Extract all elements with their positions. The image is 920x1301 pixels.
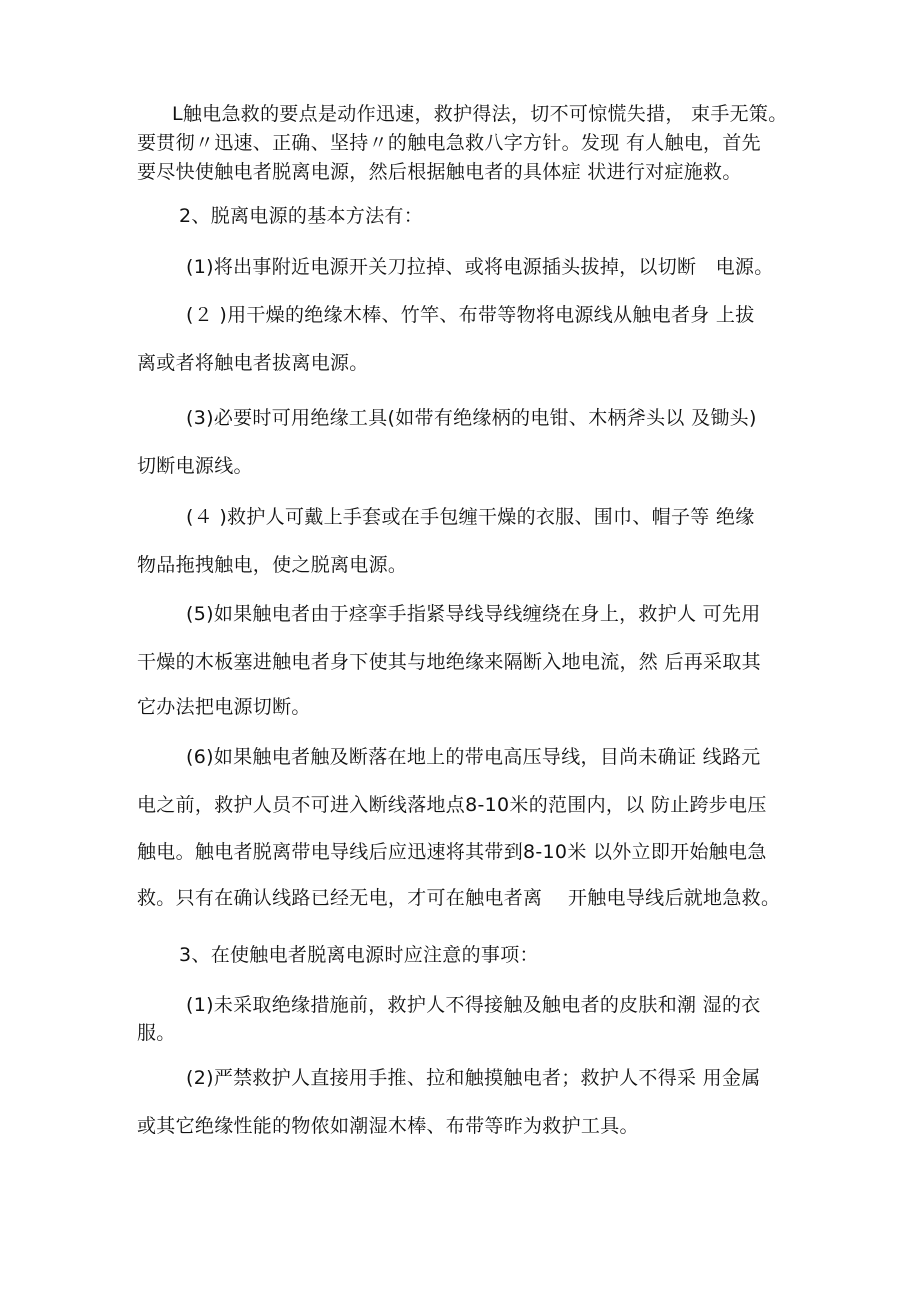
method-6-line-3: 触电。触电者脱离带电导线后应迅速将其带到8-10米 以外立即开始触电急	[137, 841, 767, 863]
method-6-line-4: 救。只有在确认线路已经无电，才可在触电者离 开触电导线后就地急救。	[137, 887, 781, 909]
method-3-line-2: 切断电源线。	[137, 455, 253, 477]
method-4-line-2: 物品拖拽触电，使之脱离电源。	[137, 554, 408, 576]
method-4-line-1: (４ )救护人可戴上手套或在手包缠干燥的衣服、围巾、帽子等 绝缘	[186, 506, 755, 528]
method-2-line-2: 离或者将触电者拔离电源。	[137, 352, 369, 374]
method-5-line-3: 它办法把电源切断。	[137, 696, 311, 718]
method-6-line-2: 电之前，救护人员不可进入断线落地点8-10米的范围内，以 防止跨步电压	[137, 794, 767, 816]
method-1-line-1: (1)将出事附近电源开关刀拉掉、或将电源插头拔掉，以切断 电源。	[186, 256, 774, 278]
para-1-line-1: L触电急救的要点是动作迅速，救护得法，切不可惊慌失措， 束手无策。	[172, 103, 788, 125]
note-2-line-2: 或其它绝缘性能的物侬如潮湿木棒、布带等昨为救护工具。	[137, 1115, 639, 1137]
note-1-line-2: 服。	[137, 1022, 176, 1044]
method-5-line-1: (5)如果触电者由于痉挛手指紧导线导线缠绕在身上，救护人 可先用	[186, 603, 761, 625]
section-2-heading: 2、脱离电源的基本方法有：	[179, 205, 423, 227]
para-1-line-2: 要贯彻〃迅速、正确、坚持〃的触电急救八字方针。发现 有人触电，首先	[137, 132, 761, 154]
method-2-line-1: (２ )用干燥的绝缘木棒、竹竿、布带等物将电源线从触电者身 上拔	[186, 304, 755, 326]
para-1-line-3: 要尽快使触电者脱离电源，然后根据触电者的具体症 状进行对症施救。	[137, 161, 742, 183]
method-5-line-2: 干燥的木板塞进触电者身下使其与地绝缘来隔断入地电流，然 后再采取其	[137, 651, 761, 673]
section-3-heading: 3、在使触电者脱离电源时应注意的事项：	[179, 944, 539, 966]
method-3-line-1: (3)必要时可用绝缘工具(如带有绝缘柄的电钳、木柄斧头以 及锄头)	[186, 407, 757, 429]
note-2-line-1: (2)严禁救护人直接用手推、拉和触摸触电者；救护人不得采 用金属	[186, 1067, 761, 1089]
method-6-line-1: (6)如果触电者触及断落在地上的带电高压导线，目尚未确证 线路元	[186, 746, 761, 768]
note-1-line-1: (1)未采取绝缘措施前，救护人不得接触及触电者的皮肤和潮 湿的衣	[186, 994, 761, 1016]
